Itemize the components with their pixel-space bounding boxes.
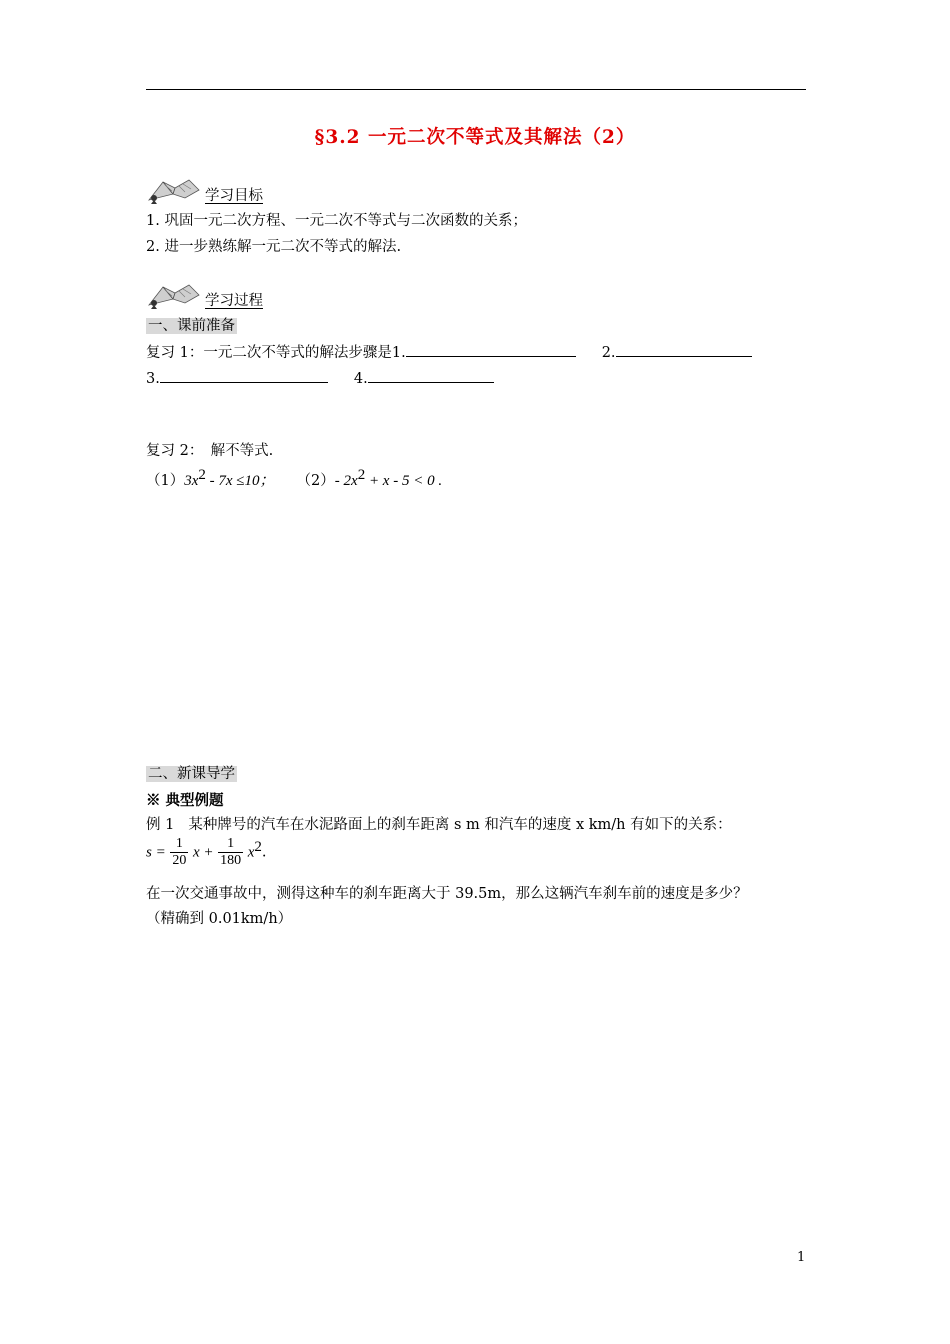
formula-term: x + <box>192 844 214 861</box>
book-icon <box>145 281 203 311</box>
book-icon <box>145 176 203 206</box>
answer-blank[interactable] <box>616 344 752 357</box>
math-expression: + x - 5 < 0 . <box>365 472 443 489</box>
math-expression: - 2x <box>334 472 358 489</box>
answer-blank[interactable] <box>406 344 576 357</box>
example-statement: 某种牌号的汽车在水泥路面上的刹车距离 s m 和汽车的速度 x km/h 有如下的关系： <box>188 817 732 833</box>
objective-item: 2. 进一步熟练解一元二次不等式的解法. <box>146 239 402 255</box>
header-rule <box>146 89 806 90</box>
step-number: 3. <box>146 371 160 387</box>
review2-label: 复习 2： 解不等式. <box>146 443 274 459</box>
math-expression: 3x <box>184 472 199 489</box>
process-heading-label: 学习过程 <box>205 293 263 309</box>
example-label: 例 1 <box>146 817 175 833</box>
example1-text <box>146 817 732 834</box>
example1-question: 在一次交通事故中，测得这种车的刹车距离大于 39.5m，那么这辆汽车刹车前的速度是多少？ <box>146 886 748 902</box>
example1-formula: s = $\frac{1}{20}$ x + $\frac{1}{180}$ $x^2$. <box>146 836 267 869</box>
exponent: 2 <box>198 467 206 483</box>
part1-heading-text: 一、课前准备 <box>148 318 235 334</box>
problem-label: （2） <box>296 472 335 489</box>
step-number: 2. <box>601 345 616 361</box>
review1-line1 <box>146 344 752 362</box>
formula-term: x <box>247 844 255 861</box>
review1-line2 <box>146 370 494 388</box>
formula-lhs: s = <box>146 844 166 861</box>
exponent: 2 <box>357 467 366 483</box>
page-number: 1 <box>797 1250 806 1265</box>
part2-heading <box>146 766 237 783</box>
answer-blank[interactable] <box>160 370 328 383</box>
exponent: 2 <box>254 838 262 855</box>
fraction: $\frac{1}{20}$ <box>172 836 187 869</box>
problem-label: （1） <box>146 472 185 489</box>
objectives-heading <box>145 176 305 210</box>
review2-problems <box>146 466 442 490</box>
part1-heading <box>146 318 237 335</box>
process-heading <box>145 281 305 315</box>
page-title: §3.2 一元二次不等式及其解法（2） <box>314 127 636 148</box>
math-expression: - 7x ≤10； <box>205 472 275 489</box>
objectives-heading-label: 学习目标 <box>205 188 263 204</box>
answer-blank[interactable] <box>368 370 494 383</box>
objective-item: 1. 巩固一元二次方程、一元二次不等式与二次函数的关系； <box>146 213 527 229</box>
part2-heading-text: 二、新课导学 <box>148 766 235 782</box>
typical-examples-heading: ※ 典型例题 <box>146 792 224 809</box>
example1-precision: （精确到 0.01km/h） <box>146 911 293 927</box>
review1-label: 复习 1：一元二次不等式的解法步骤是 <box>146 345 392 361</box>
step-number: 1. <box>391 345 406 361</box>
fraction: $\frac{1}{180}$ <box>220 836 242 869</box>
step-number: 4. <box>353 371 368 387</box>
